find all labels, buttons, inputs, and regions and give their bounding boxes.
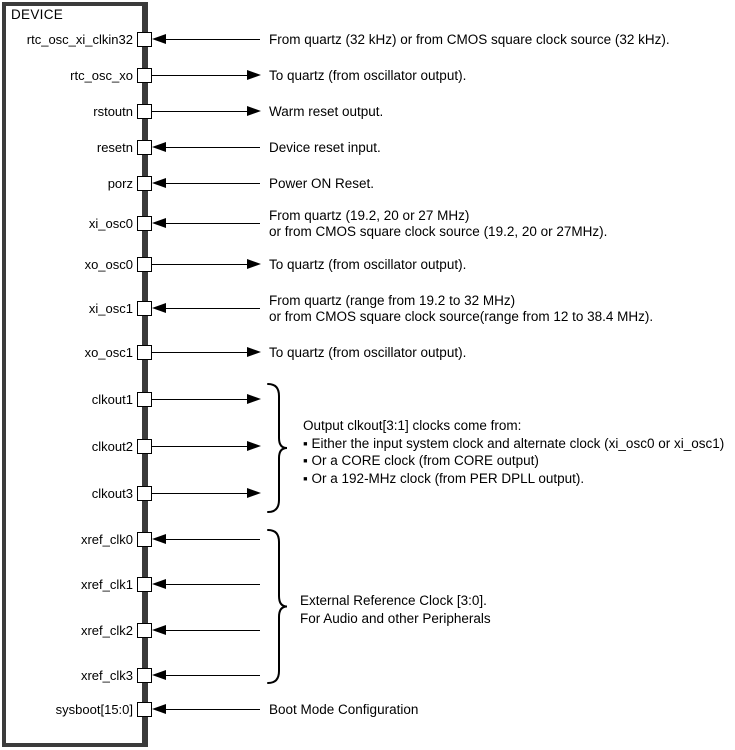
pin-square — [137, 104, 152, 119]
pin-label: clkout2 — [91, 439, 133, 454]
arrow-line — [152, 111, 248, 113]
arrow-right-icon — [247, 106, 261, 116]
pin-label: sysboot[15:0] — [55, 702, 133, 717]
pin-description: From quartz (19.2, 20 or 27 MHz) or from CMOS square clock source (19.2, 20 or 27MHz). — [269, 208, 608, 239]
arrow-line — [165, 539, 260, 541]
arrow-right-icon — [247, 441, 261, 451]
pin-row — [0, 32, 735, 47]
arrow-left-icon — [152, 218, 166, 228]
pin-row — [0, 257, 735, 272]
arrow-left-icon — [152, 625, 166, 635]
arrow-line — [165, 223, 260, 225]
pin-label: rtc_osc_xi_clkin32 — [26, 32, 133, 47]
clkout-group-text: Output clkout[3:1] clocks come from: ▪ Either the input system clock and alternate clock (xi_osc0 or xi_osc1) ▪ Or a CORE clock (from CORE output) ▪ Or a 192-MHz clock (from PER DPLL output). — [303, 418, 725, 486]
pin-row — [0, 577, 735, 592]
pin-row — [0, 208, 735, 239]
pin-square — [137, 532, 152, 547]
pin-label: xref_clk3 — [80, 668, 133, 683]
pin-label: clkout3 — [91, 486, 133, 501]
pin-square — [137, 345, 152, 360]
pin-row — [0, 176, 735, 191]
arrow-left-icon — [152, 178, 166, 188]
pin-square — [137, 176, 152, 191]
pin-label: xref_clk0 — [80, 532, 133, 547]
pin-label: xref_clk2 — [80, 623, 133, 638]
arrow-line — [152, 493, 248, 495]
pin-row — [0, 104, 735, 119]
arrow-right-icon — [247, 70, 261, 80]
pin-square — [137, 486, 152, 501]
pin-description: To quartz (from oscillator output). — [269, 344, 467, 360]
arrow-line — [165, 709, 260, 711]
pin-label: xo_osc0 — [84, 257, 133, 272]
arrow-line — [165, 39, 260, 41]
arrow-line — [152, 264, 248, 266]
brace-icon — [265, 382, 289, 514]
arrow-line — [152, 399, 248, 401]
pin-row — [0, 486, 735, 501]
arrow-line — [165, 584, 260, 586]
pin-label: xi_osc0 — [88, 216, 133, 231]
arrow-line — [165, 675, 260, 677]
arrow-right-icon — [247, 488, 261, 498]
pin-square — [137, 140, 152, 155]
pin-label: xi_osc1 — [88, 301, 133, 316]
pin-row — [0, 668, 735, 683]
brace-icon — [265, 528, 289, 685]
arrow-left-icon — [152, 534, 166, 544]
pin-description: Device reset input. — [269, 139, 381, 155]
pin-label: rtc_osc_xo — [70, 68, 133, 83]
pin-square — [137, 32, 152, 47]
arrow-line — [152, 352, 248, 354]
pin-label: porz — [107, 176, 133, 191]
pin-description: To quartz (from oscillator output). — [269, 256, 467, 272]
arrow-left-icon — [152, 34, 166, 44]
device-title: DEVICE — [11, 7, 64, 22]
arrow-line — [152, 446, 248, 448]
pin-square — [137, 301, 152, 316]
pin-square — [137, 257, 152, 272]
arrow-left-icon — [152, 579, 166, 589]
arrow-line — [165, 147, 260, 149]
arrow-line — [152, 75, 248, 77]
arrow-right-icon — [247, 394, 261, 404]
pin-row — [0, 532, 735, 547]
pin-square — [137, 68, 152, 83]
pin-description: Power ON Reset. — [269, 175, 375, 191]
pin-square — [137, 577, 152, 592]
pin-label: clkout1 — [91, 392, 133, 407]
pin-row — [0, 345, 735, 360]
pin-label: resetn — [96, 140, 133, 155]
arrow-line — [165, 630, 260, 632]
pin-square — [137, 216, 152, 231]
xref-group-text: External Reference Clock [3:0]. For Audio and other Peripherals — [300, 593, 491, 626]
arrow-line — [165, 308, 260, 310]
pin-label: rstoutn — [93, 104, 133, 119]
pin-row — [0, 140, 735, 155]
arrow-left-icon — [152, 704, 166, 714]
pin-row — [0, 68, 735, 83]
arrow-right-icon — [247, 259, 261, 269]
pin-square — [137, 392, 152, 407]
arrow-line — [165, 183, 260, 185]
pin-label: xo_osc1 — [84, 345, 133, 360]
arrow-left-icon — [152, 670, 166, 680]
pin-label: xref_clk1 — [80, 577, 133, 592]
arrow-left-icon — [152, 142, 166, 152]
arrow-right-icon — [247, 347, 261, 357]
pin-row — [0, 392, 735, 407]
arrow-left-icon — [152, 303, 166, 313]
pin-square — [137, 668, 152, 683]
pin-row — [0, 702, 735, 717]
pin-description: Boot Mode Configuration — [269, 701, 419, 717]
pin-square — [137, 702, 152, 717]
pin-description: Warm reset output. — [269, 103, 384, 119]
pin-description: To quartz (from oscillator output). — [269, 67, 467, 83]
pin-row — [0, 293, 735, 324]
pin-square — [137, 623, 152, 638]
pin-description: From quartz (32 kHz) or from CMOS square clock source (32 kHz). — [269, 31, 670, 47]
pin-square — [137, 439, 152, 454]
pin-description: From quartz (range from 19.2 to 32 MHz) or from CMOS square clock source(range from 12 to 38.4 MHz). — [269, 293, 654, 324]
